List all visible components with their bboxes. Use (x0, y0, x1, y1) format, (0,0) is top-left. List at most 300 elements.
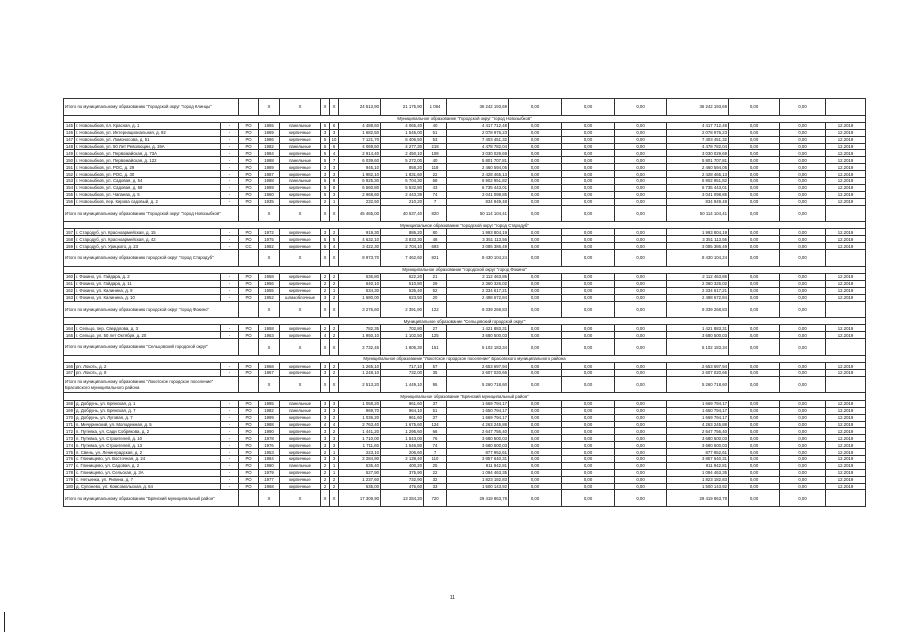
table-cell: 3 085 386,49 (667, 243, 729, 250)
table-cell: 0,00 (615, 363, 667, 370)
table-cell: 0,00 (509, 157, 562, 164)
table-cell: X (321, 99, 330, 116)
house-row (64, 150, 866, 157)
table-cell: РО (239, 449, 259, 456)
table-cell: 6 039,60 (339, 157, 381, 164)
table-cell: 0,00 (615, 421, 667, 428)
table-cell: 7 (424, 449, 447, 456)
table-cell: - (221, 414, 239, 421)
house-row (64, 164, 866, 171)
table-cell: 20 (424, 294, 447, 301)
house-row (64, 442, 866, 449)
table-cell: 782,35 (339, 325, 381, 332)
section-header-row (64, 318, 866, 325)
table-cell: 2 763,40 (339, 421, 381, 428)
table-cell: 0,00 (729, 414, 780, 421)
table-cell: РО (239, 469, 259, 476)
table-cell: 3 680 500,03 (667, 435, 729, 442)
table-cell: - (221, 157, 239, 164)
table-cell: 8 430 104,24 (667, 250, 729, 267)
table-cell: г. Стародуб, ул. Красноармейская, д. 15 (75, 229, 221, 236)
house-row (64, 476, 866, 483)
table-cell: 51 (424, 129, 447, 136)
table-cell: 0,00 (780, 274, 826, 281)
table-cell: X (280, 339, 321, 356)
table-cell: 0,00 (780, 99, 826, 116)
table-cell: 2 968,60 (339, 191, 381, 198)
table-cell: 0,00 (780, 325, 826, 332)
house-row (64, 400, 866, 407)
table-cell: 0,00 (562, 435, 615, 442)
house-row (64, 449, 866, 456)
table-cell: 80 (424, 229, 447, 236)
table-cell: 0,00 (615, 428, 667, 435)
table-cell: 12.2019 (826, 280, 866, 287)
house-row (64, 143, 866, 150)
table-cell: 535,00 (339, 483, 381, 490)
table-cell: 0,00 (562, 198, 615, 205)
table-cell: 174 (64, 442, 75, 449)
table-cell: 0,00 (562, 301, 615, 318)
table-cell: 636,80 (339, 274, 381, 281)
table-cell: 2 498 672,84 (667, 294, 729, 301)
house-row (64, 157, 866, 164)
table-cell: 4 263 245,88 (447, 421, 509, 428)
table-cell: 3 (330, 442, 339, 449)
section-header-row (64, 393, 866, 400)
table-cell: X (280, 301, 321, 318)
house-row (64, 483, 866, 490)
table-cell: 8 (330, 178, 339, 185)
table-cell (239, 250, 259, 267)
table-cell: 0,00 (509, 122, 562, 129)
house-row (64, 191, 866, 198)
table-cell: 0,00 (562, 99, 615, 116)
table-cell: 0,00 (615, 229, 667, 236)
table-cell: 1980 (259, 462, 280, 469)
table-cell: 169 (64, 407, 75, 414)
table-cell: кирпичные (280, 363, 321, 370)
table-cell: 0,00 (509, 164, 562, 171)
table-cell: г. Новозыбков, ул. Первомайская, д. 122 (75, 157, 221, 164)
table-cell: 2 (321, 469, 330, 476)
table-cell: X (280, 376, 321, 393)
table-cell: кирпичные (280, 414, 321, 421)
table-cell: г. Новозыбков, пер. Кирова садовый, д. 2 (75, 198, 221, 205)
table-cell: 0,00 (509, 476, 562, 483)
table-cell: 125 (424, 332, 447, 339)
table-cell: с. Глинищево, ул. Сельская, д. 3А (75, 469, 221, 476)
table-cell: г. Новозыбков, пл. Красная, д. 1 (75, 122, 221, 129)
table-cell: 2 360 326,02 (667, 280, 729, 287)
table-cell: 3 857 640,31 (667, 455, 729, 462)
table-cell: 0,00 (729, 407, 780, 414)
table-cell: г. Новозыбков, ул. Ломоносова, д. 51 (75, 136, 221, 143)
table-cell: 2 (321, 325, 330, 332)
table-cell: 33 (424, 483, 447, 490)
table-cell: 4 (321, 421, 330, 428)
table-cell: 2 607 020,66 (667, 370, 729, 377)
table-cell: 1982 (259, 407, 280, 414)
table-cell (826, 301, 866, 318)
table-cell: 0,00 (509, 339, 562, 356)
table-cell: 150 (64, 157, 75, 164)
table-cell: кирпичные (280, 229, 321, 236)
table-cell: г. Новозыбков, ул. Интернациональная, д. 92 (75, 129, 221, 136)
table-cell: 3 (321, 400, 330, 407)
house-row (64, 184, 866, 191)
table-cell: 1 982,10 (339, 171, 381, 178)
table-cell: 1 711,60 (339, 442, 381, 449)
table-cell: 2 112 463,86 (447, 274, 509, 281)
table-cell: 1 993 804,19 (447, 229, 509, 236)
table-cell: 12.2019 (826, 483, 866, 490)
table-cell: 12.2019 (826, 400, 866, 407)
table-cell: X (259, 490, 280, 507)
table-cell: 170 (64, 414, 75, 421)
table-cell: 1 831,60 (381, 171, 424, 178)
table-cell: - (221, 462, 239, 469)
table-cell: РО (239, 483, 259, 490)
table-cell: 2 914,40 (339, 150, 381, 157)
table-cell: 1 094 463,35 (447, 469, 509, 476)
table-cell: 0,00 (562, 205, 615, 222)
table-cell: 0,00 (780, 198, 826, 205)
table-cell: 0,00 (509, 400, 562, 407)
table-cell: кирпичные (280, 243, 321, 250)
table-cell: 2 732,45 (339, 339, 381, 356)
table-cell: 2 (321, 476, 330, 483)
table-cell: 0,00 (780, 442, 826, 449)
table-cell: 0,00 (780, 370, 826, 377)
table-cell: 1988 (259, 178, 280, 185)
table-cell: 3 (330, 435, 339, 442)
table-cell: кирпичные (280, 469, 321, 476)
table-cell: кирпичные (280, 150, 321, 157)
table-cell: кирпичные (280, 449, 321, 456)
table-cell: 173 (64, 435, 75, 442)
table-cell: 2 360 326,02 (447, 280, 509, 287)
table-cell: 0,00 (729, 243, 780, 250)
table-cell: X (280, 490, 321, 507)
table-cell: 2 (330, 363, 339, 370)
table-cell: 5 (321, 136, 330, 143)
table-cell: 66 (424, 428, 447, 435)
table-cell: 0,00 (729, 205, 780, 222)
table-cell: 158 (64, 236, 75, 243)
table-cell: 4 417 712,48 (667, 122, 729, 129)
table-cell: 1987 (259, 171, 280, 178)
table-cell: кирпичные (280, 191, 321, 198)
table-cell: г. Стародуб, ул. Красноармейская, д. 42 (75, 236, 221, 243)
table-cell: 0,00 (615, 287, 667, 294)
table-cell: 0,00 (509, 325, 562, 332)
table-cell: 152 (64, 171, 75, 178)
table-cell: 0,00 (562, 400, 615, 407)
table-cell: кирпичные (280, 483, 321, 490)
table-cell: 0,00 (509, 198, 562, 205)
table-cell: 2 078 976,23 (667, 129, 729, 136)
table-cell: 811 942,81 (447, 462, 509, 469)
table-cell: 149 (64, 150, 75, 157)
table-cell: 13 284,20 (381, 490, 424, 507)
table-cell: 3 (321, 442, 330, 449)
table-cell: 40 (424, 157, 447, 164)
table-cell: 2 (330, 294, 339, 301)
table-cell: 3 085 386,49 (447, 243, 509, 250)
table-cell: РО (239, 171, 259, 178)
table-cell: Итого по муниципальному образованию городской округ "город Стародуб" (64, 250, 239, 267)
table-cell: 0,00 (509, 205, 562, 222)
table-cell: 7 462,60 (381, 250, 424, 267)
table-cell: 1 (330, 287, 339, 294)
table-cell: 24 513,90 (339, 99, 381, 116)
table-cell: 2 334 617,21 (447, 287, 509, 294)
table-cell: 6 560,80 (339, 184, 381, 191)
table-cell: X (330, 250, 339, 267)
table-cell: 35 (424, 370, 447, 377)
table-cell: 0,00 (562, 370, 615, 377)
table-cell: п. Путевка, ул. Строителей, д. 10 (75, 435, 221, 442)
table-cell (239, 339, 259, 356)
total-row (64, 205, 866, 222)
table-cell: 146 (64, 129, 75, 136)
table-cell: 0,00 (509, 171, 562, 178)
table-cell: 161 (64, 280, 75, 287)
table-cell: 5 260 718,60 (447, 376, 509, 393)
table-cell: 834 949,48 (667, 198, 729, 205)
table-cell: 2 513,20 (339, 376, 381, 393)
table-cell: 1968 (259, 363, 280, 370)
table-cell: 0,00 (509, 274, 562, 281)
table-cell: 1 094 463,35 (667, 469, 729, 476)
table-cell: 0,00 (615, 198, 667, 205)
table-cell: 1969 (259, 129, 280, 136)
table-cell: 1988 (259, 157, 280, 164)
table-cell: 0,00 (729, 250, 780, 267)
table-cell: - (221, 191, 239, 198)
table-cell: 0,00 (562, 449, 615, 456)
table-cell: - (221, 469, 239, 476)
table-cell: 0,00 (780, 250, 826, 267)
table-cell: 10 (330, 136, 339, 143)
table-cell: 0,00 (509, 435, 562, 442)
table-cell: 3 276,60 (339, 301, 381, 318)
table-cell: шлакоблочные (280, 294, 321, 301)
table-cell: 1999 (259, 414, 280, 421)
table-cell: 0,00 (562, 122, 615, 129)
table-cell: 7 121,70 (339, 136, 381, 143)
table-cell: 0,00 (729, 136, 780, 143)
table-cell: 74 (424, 442, 447, 449)
table-cell: РО (239, 462, 259, 469)
table-cell: 12.2019 (826, 157, 866, 164)
table-cell: X (330, 339, 339, 356)
table-cell: д. Добрунь, ул. Луговая, д. 7 (75, 414, 221, 421)
section-header-row (64, 222, 866, 229)
table-cell: 57 (424, 363, 447, 370)
table-cell (826, 205, 866, 222)
table-cell: кирпичные (280, 421, 321, 428)
table-cell: 0,00 (729, 229, 780, 236)
table-cell: 12.2019 (826, 178, 866, 185)
table-cell: 12.2019 (826, 136, 866, 143)
table-cell: 12.2019 (826, 325, 866, 332)
table-cell: Итого по муниципальному образованию городской округ "город Фокино" (64, 301, 239, 318)
house-row (64, 435, 866, 442)
table-cell: 3 (321, 428, 330, 435)
table-cell: 5 (321, 150, 330, 157)
table-cell: 0,00 (780, 287, 826, 294)
table-cell: д. Добрунь, ул. Брянская, д. 1 (75, 400, 221, 407)
table-cell: 0,00 (509, 442, 562, 449)
table-cell: 167 (64, 370, 75, 377)
table-cell: 5 (321, 157, 330, 164)
table-cell: 0,00 (780, 280, 826, 287)
table-cell: X (321, 205, 330, 222)
table-cell: РО (239, 400, 259, 407)
table-cell: 12.2019 (826, 428, 866, 435)
table-cell: РО (239, 164, 259, 171)
table-cell: 76 (424, 435, 447, 442)
house-row (64, 294, 866, 301)
table-cell: 12.2019 (826, 129, 866, 136)
table-cell: 4 (321, 332, 330, 339)
table-cell: 37 (424, 400, 447, 407)
table-cell: 4 263 245,88 (667, 421, 729, 428)
table-cell: 510,80 (381, 280, 424, 287)
table-cell: 4 277,30 (381, 143, 424, 150)
house-row (64, 274, 866, 281)
table-cell: 0,00 (780, 294, 826, 301)
table-cell: кирпичные (280, 198, 321, 205)
table-cell: 3 (330, 455, 339, 462)
table-cell: 2 647 756,40 (667, 428, 729, 435)
table-cell: 3 (321, 294, 330, 301)
table-cell: 12.2019 (826, 476, 866, 483)
table-cell: 0,00 (729, 469, 780, 476)
table-cell: - (221, 435, 239, 442)
table-cell: 1 (330, 469, 339, 476)
table-cell: 2 391,90 (381, 301, 424, 318)
table-cell: 0,00 (729, 191, 780, 198)
table-cell: X (321, 301, 330, 318)
table-cell: 45 465,00 (339, 205, 381, 222)
table-cell: 2 (330, 483, 339, 490)
table-cell: 1 500 143,92 (667, 483, 729, 490)
table-cell: 5 801 707,81 (447, 157, 509, 164)
table-cell (239, 376, 259, 393)
table-cell: 4 632,10 (339, 236, 381, 243)
table-cell: 3 680 500,03 (667, 442, 729, 449)
table-cell: 168 (64, 400, 75, 407)
table-cell (239, 205, 259, 222)
table-cell: 961,60 (381, 414, 424, 421)
table-cell: 7 (330, 157, 339, 164)
table-cell: 74 (424, 191, 447, 198)
table-cell (826, 490, 866, 507)
table-cell: 0,00 (780, 157, 826, 164)
table-cell: 0,00 (562, 476, 615, 483)
table-cell: 2 450,10 (381, 150, 424, 157)
table-cell: 1 421 883,31 (667, 325, 729, 332)
house-row (64, 178, 866, 185)
table-cell (239, 490, 259, 507)
table-cell: 0,00 (780, 476, 826, 483)
table-cell: 27 (424, 325, 447, 332)
table-cell: 154 (64, 184, 75, 191)
table-cell: 3 (330, 191, 339, 198)
table-cell: с. Глинищево, ул. Садовая, д. 2 (75, 462, 221, 469)
table-cell: 2 443,39 (381, 191, 424, 198)
table-cell: 877 952,61 (667, 449, 729, 456)
table-cell: 0,00 (615, 400, 667, 407)
table-cell: 12.2019 (826, 421, 866, 428)
table-cell (239, 99, 259, 116)
table-cell: панельные (280, 400, 321, 407)
table-cell: 0,00 (780, 191, 826, 198)
table-cell: 21 (424, 274, 447, 281)
table-cell: 2 647 756,40 (447, 428, 509, 435)
table-cell: - (221, 449, 239, 456)
table-cell: 175 (64, 449, 75, 456)
table-cell: 0,00 (780, 229, 826, 236)
table-cell: 0,00 (780, 455, 826, 462)
table-cell: 0,00 (615, 136, 667, 143)
table-cell: 476,60 (381, 483, 424, 490)
table-cell: 1958 (259, 274, 280, 281)
house-row (64, 280, 866, 287)
table-cell: 1990 (259, 428, 280, 435)
table-cell: 4 417 712,48 (447, 122, 509, 129)
house-row (64, 122, 866, 129)
table-cell: кирпичные (280, 325, 321, 332)
table-cell: 7 (424, 198, 447, 205)
table-cell: 0,00 (729, 274, 780, 281)
table-cell: 50 114 104,41 (447, 205, 509, 222)
house-row (64, 428, 866, 435)
table-cell: 0,00 (509, 178, 562, 185)
table-cell: РО (239, 178, 259, 185)
table-cell: 2 (330, 274, 339, 281)
table-cell: г. Фокино, ул. Гайдара, д. 11 (75, 280, 221, 287)
table-cell: X (321, 339, 330, 356)
table-cell: 12.2019 (826, 449, 866, 456)
table-cell: 3 (321, 407, 330, 414)
table-cell: кирпичные (280, 455, 321, 462)
table-cell: 17 309,90 (339, 490, 381, 507)
table-cell: 164 (64, 325, 75, 332)
house-row (64, 325, 866, 332)
table-cell: 3 (321, 414, 330, 421)
table-cell: 0,00 (562, 191, 615, 198)
table-cell: 821 (424, 250, 447, 267)
table-cell: - (221, 287, 239, 294)
table-cell: 0,00 (562, 178, 615, 185)
table-cell: - (221, 243, 239, 250)
table-cell (826, 376, 866, 393)
table-cell: РО (239, 428, 259, 435)
table-cell: 3 422,30 (339, 243, 381, 250)
table-cell: с. Глинищево, ул. Восточная, д. 24 (75, 455, 221, 462)
table-cell: 2 428 465,13 (447, 171, 509, 178)
table-cell: панельные (280, 143, 321, 150)
table-cell: 0,00 (729, 400, 780, 407)
table-cell: 3 (321, 171, 330, 178)
table-cell: 858,20 (381, 164, 424, 171)
section-header-row (64, 355, 866, 362)
table-cell: 0,00 (509, 421, 562, 428)
